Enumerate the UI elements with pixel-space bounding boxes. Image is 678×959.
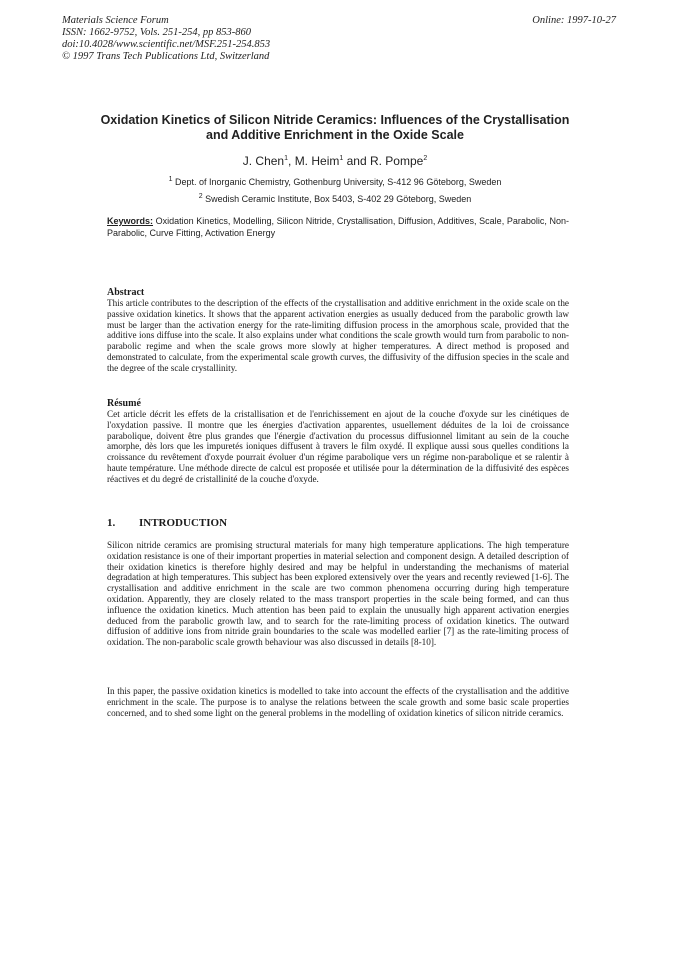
journal-info (62, 15, 270, 63)
section-title: INTRODUCTION (139, 517, 228, 529)
introduction-paragraph: In this paper, the passive oxidation kinetics is modelled to take into account the effects of the crystallisation and the additive enrichment in the scale. The purpose is to analyse the relations between the scale growth and some basic scale properties concerned, and to shed some light on the general problems in the modelling of oxidation kinetics of silicon nitride ceramics. (107, 686, 569, 718)
author-affiliation-mark: 1 (339, 155, 344, 162)
author-name: R. Pompe (369, 154, 424, 168)
introduction-paragraph: Silicon nitride ceramics are promising structural materials for many high temperature applications. The high temperature oxidation resistance is one of their important properties in material selection and component design. A detailed description of their oxidation kinetics is therefore highly desired and may be helpful in understanding the mechanisms of material degradation at high temperatures. This subject has been explored extensively over the years and recently reviewed [1-6]. The crystallisation and additive enrichment in the scale are two common phenomena occurring during high temperature oxidation. Apparently, they are closely related to the mass transport properties in the scale being formed, and can thus influence the oxidation kinetics. Much attention has been paid to explain the unusually high apparent activation energies deduced from the parabolic growth law, and to search for the rate-limiting process of oxidation kinetics. The outward diffusion of additive ions from nitride grain boundaries to the scale was modelled earlier [7] as the rate-limiting process of oxidation. The non-parabolic scale growth behaviour was also discussed in details [8-10]. (107, 540, 569, 648)
online-date: Online: 1997-10-27 (532, 15, 616, 26)
resume-heading: Résumé (107, 398, 141, 409)
affiliation (100, 194, 570, 205)
affiliation-text: Swedish Ceramic Institute, Box 5403, S-402 29 Göteborg, Sweden (205, 194, 472, 204)
copyright-line: © 1997 Trans Tech Publications Ltd, Switzerland (62, 51, 270, 62)
author-name: J. Chen (242, 154, 285, 168)
introduction-heading (107, 517, 227, 529)
resume-text: Cet article décrit les effets de la cristallisation et de l'enrichissement en ajout de la couche d'oxyde sur les cinétiques de l'oxydation passive. Il montre que les énergies d'activation apparentes, usuellement déduites de la loi de croissance parabolique, doivent être plus grandes que l'énergie d'activation du processus diffusionnel limitant au sein de la couche amorphe, dès lors que les impuretés ioniques diffusent à travers le film oxydé. Il explique aussi sous quelles conditions la croissance du revêtement d'oxyde pourrait évoluer d'un régime parabolique vers un régime non-parabolique et se ralentir à haute température. Une méthode directe de calcul est proposée et utilisée pour la détermination de la diffusivité des espèces réactives et du degré de cristallinité de la couche d'oxyde. (107, 409, 569, 484)
author-affiliation-mark: 2 (423, 155, 428, 162)
doi-line: doi:10.4028/www.scientific.net/MSF.251-254.853 (62, 39, 271, 50)
issn-line: ISSN: 1662-9752, Vols. 251-254, pp 853-860 (62, 27, 251, 38)
abstract-heading: Abstract (107, 287, 145, 298)
author-affiliation-mark: 1 (284, 155, 289, 162)
keywords-list: Oxidation Kinetics, Modelling, Silicon Nitride, Crystallisation, Diffusion, Additives, Scale, Parabolic, Non-Parabolic, Curve Fitting, Activation Energy (107, 216, 569, 238)
affiliation-text: Dept. of Inorganic Chemistry, Gothenburg University, S-412 96 Göteborg, Sweden (175, 177, 502, 187)
author-separator: , (288, 154, 295, 168)
author-separator: and (343, 154, 370, 168)
keywords-label: Keywords: (107, 216, 154, 226)
keywords-block (107, 216, 569, 239)
author-name: M. Heim (294, 154, 340, 168)
author-line (100, 154, 570, 168)
affiliation-mark: 2 (198, 193, 203, 200)
affiliation-mark: 1 (168, 176, 173, 183)
abstract-text: This article contributes to the description of the effects of the crystallisation and additive enrichment in the oxide scale on the passive oxidation kinetics. It shows that the apparent activation energies as usually deduced from the parabolic growth law must be larger than the activation energy for the rate-limiting diffusion process in the amorphous scale, provided that the additive ions diffuse into the scale. It also explains under what conditions the scale growth would turn from parabolic to non-parabolic regime and when the scale grows more slowly at higher temperatures. A direct method is proposed and demonstrated to calculate, from the experimental scale growth curves, the diffusivity of the diffusion species in the scale and the degree of the scale crystallinity. (107, 298, 569, 373)
journal-name: Materials Science Forum (62, 15, 169, 26)
section-number: 1. (107, 517, 116, 529)
paper-title: Oxidation Kinetics of Silicon Nitride Ceramics: Influences of the Crystallisation and Additive Enrichment in the Oxide Scale (100, 113, 570, 142)
affiliation (100, 177, 570, 188)
